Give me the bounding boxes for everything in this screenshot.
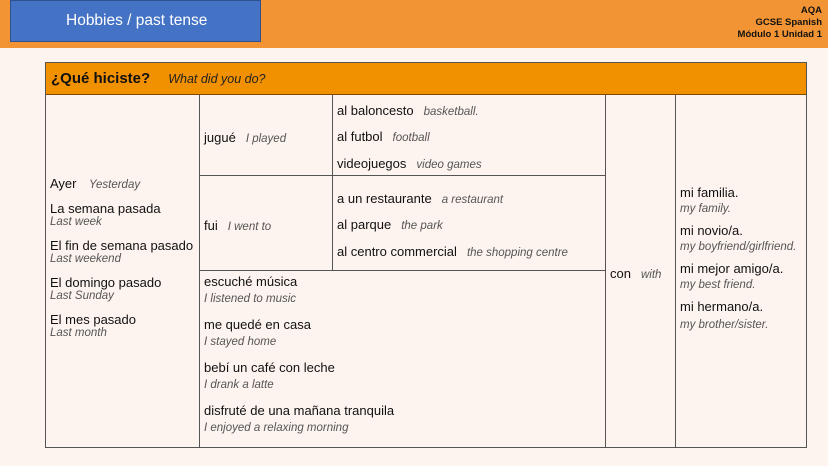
object-item: al futbol football — [337, 129, 430, 144]
verb-fui: fui I went to — [204, 218, 272, 233]
badge-line: AQA — [800, 5, 822, 16]
activities — [204, 274, 599, 444]
divider — [605, 95, 606, 447]
divider — [675, 95, 676, 447]
time-phrase: El fin de semana pasado Last weekend — [50, 238, 194, 265]
verb-jugue: jugué I played — [204, 130, 287, 145]
table-heading — [46, 63, 806, 95]
person-item: mi mejor amigo/a. my best friend. — [680, 261, 784, 291]
person-item: mi novio/a. my boyfriend/girlfriend. — [680, 223, 797, 253]
object-item: a un restaurante a restaurant — [337, 191, 504, 206]
person-item: mi hermano/a. my brother/sister. — [680, 299, 769, 331]
divider — [199, 175, 606, 176]
course-badge — [738, 5, 822, 41]
time-phrases — [50, 175, 195, 349]
object-item: al parque the park — [337, 217, 443, 232]
activity-item: bebí un café con leche I drank a latte — [204, 360, 335, 391]
connector-con: con with — [610, 266, 662, 281]
activity-item: escuché música I listened to music — [204, 274, 298, 305]
people — [680, 185, 808, 341]
heading-en: What did you do? — [168, 71, 266, 86]
divider — [199, 95, 200, 447]
badge-line: GCSE Spanish — [755, 17, 822, 28]
heading-es: ¿Qué hiciste? — [51, 70, 151, 87]
slide-title-text: Hobbies / past tense — [66, 12, 208, 29]
divider — [332, 95, 333, 271]
object-item: al centro commercial the shopping centre — [337, 244, 568, 259]
activity-item: me quedé en casa I stayed home — [204, 317, 311, 348]
activity-item: disfruté de una mañana tranquila I enjoyed a relaxing morning — [204, 403, 395, 434]
top-banner — [0, 0, 828, 48]
badge-line: Módulo 1 Unidad 1 — [737, 29, 822, 40]
divider — [199, 270, 606, 271]
sentence-builder-table — [45, 62, 807, 448]
slide-title — [10, 0, 261, 42]
time-phrase: El mes pasado Last month — [50, 312, 136, 339]
object-item: al baloncesto basketball. — [337, 103, 479, 118]
object-item: videojuegos video games — [337, 156, 482, 171]
time-phrase: Ayer Yesterday — [50, 176, 141, 191]
time-phrase: El domingo pasado Last Sunday — [50, 275, 162, 302]
person-item: mi familia. my family. — [680, 185, 739, 215]
time-phrase: La semana pasada Last week — [50, 201, 161, 228]
